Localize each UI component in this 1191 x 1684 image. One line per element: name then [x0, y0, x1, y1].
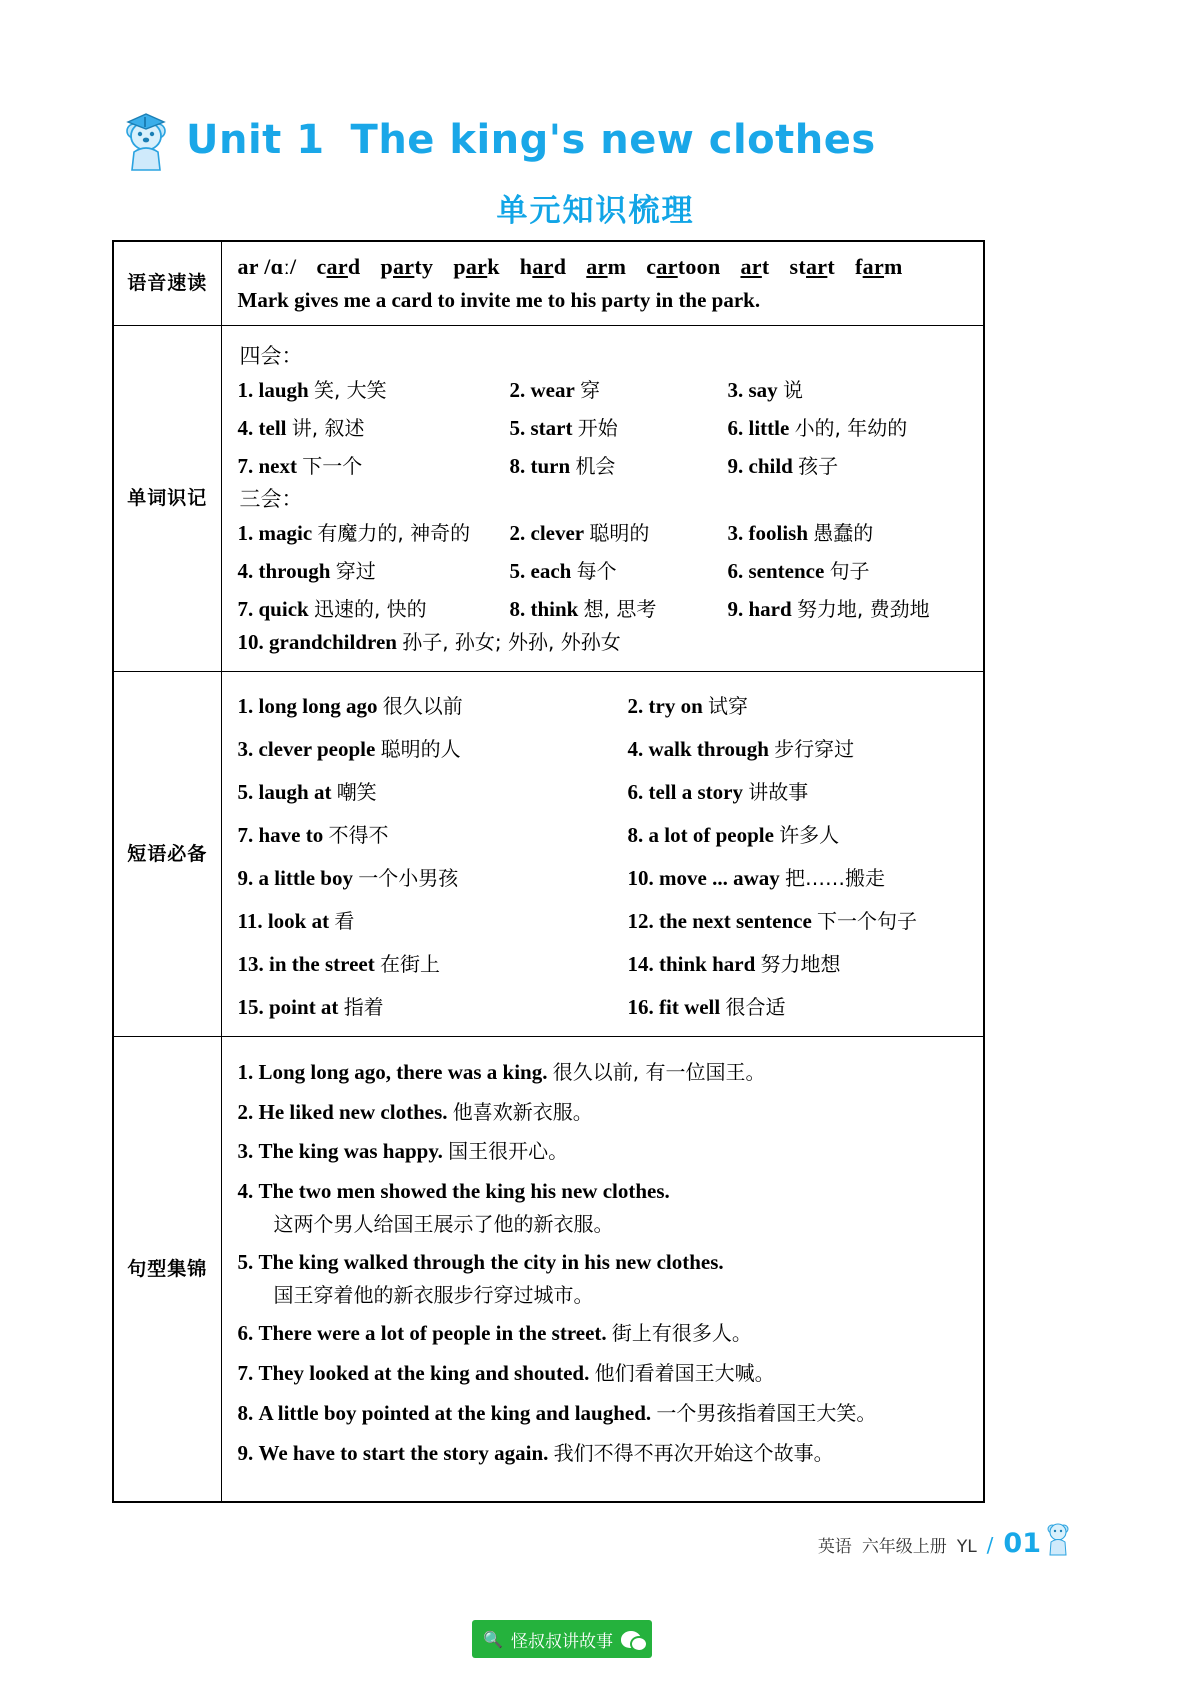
item-english: clever [530, 521, 585, 545]
item-english: hard [748, 597, 792, 621]
word-item [728, 450, 970, 479]
unit-number: Unit 1 [186, 117, 325, 163]
sentence-index: 2. [237, 1099, 254, 1124]
item-chinese: 努力地想 [760, 952, 841, 976]
word-group2-label: 三会： [239, 487, 303, 511]
item-english: laugh at [258, 780, 332, 804]
item-chinese: 聪明的 [589, 521, 650, 545]
item-english: have to [258, 823, 324, 847]
item-english: through [258, 559, 331, 583]
sentence-item [238, 1360, 970, 1388]
phrase-item [628, 905, 970, 934]
item-index: 5. [237, 780, 254, 804]
item-english: foolish [748, 521, 809, 545]
table-row-phrases [113, 672, 984, 1037]
item-chinese: 下一个句子 [817, 909, 918, 933]
item-english: think [530, 597, 579, 621]
phrase-item [238, 776, 628, 805]
item-index: 3. [237, 737, 254, 761]
phonics-pattern: ar /ɑː/ [237, 254, 297, 279]
item-english: start [530, 416, 573, 440]
footer-subject: 英语 [817, 1537, 852, 1557]
item-chinese: 有魔力的, 神奇的 [317, 521, 471, 545]
sentence-item [238, 1440, 970, 1468]
item-chinese: 很久以前 [382, 694, 463, 718]
knowledge-table [112, 240, 985, 1503]
item-english: walk through [648, 737, 769, 761]
phonics-word: card [316, 254, 361, 279]
item-english: tell a story [648, 780, 743, 804]
wechat-bar-label: 怪叔叔讲故事 [510, 1631, 613, 1652]
word-item [238, 626, 970, 655]
word-item [510, 555, 728, 584]
item-chinese: 小的, 年幼的 [794, 416, 908, 440]
sentence-item [238, 1320, 970, 1348]
item-english: sentence [748, 559, 825, 583]
phrase-item [628, 948, 970, 977]
word-item [238, 593, 510, 622]
phrase-item [238, 733, 628, 762]
item-chinese: 穿 [580, 378, 601, 402]
sentence-chinese: 很久以前, 有一位国王。 [552, 1060, 766, 1084]
phrase-item [238, 948, 628, 977]
item-chinese: 不得不 [328, 823, 389, 847]
item-index: 1. [237, 378, 254, 402]
item-english: turn [530, 454, 571, 478]
sentence-index: 7. [237, 1361, 254, 1386]
sentence-chinese: 他喜欢新衣服。 [452, 1099, 593, 1124]
item-chinese: 迅速的, 快的 [313, 597, 427, 621]
item-chinese: 一个小男孩 [358, 866, 459, 890]
item-index: 9. [237, 866, 254, 890]
footer-grade: 六年级上册 [861, 1537, 947, 1557]
phonics-word: hard [519, 254, 567, 279]
item-english: each [530, 559, 572, 583]
item-chinese: 把……搬走 [784, 866, 885, 890]
sentence-chinese: 他们看着国王大喊。 [594, 1361, 775, 1386]
sentence-chinese: 街上有很多人。 [611, 1321, 752, 1346]
phonics-word-line [238, 254, 970, 280]
word-item [238, 555, 510, 584]
item-chinese: 句子 [829, 559, 870, 583]
word-item [510, 374, 728, 403]
phrase-item [238, 862, 628, 891]
sentence-chinese: 国王很开心。 [448, 1139, 569, 1164]
sentence-english: The two men showed the king his new clothes. [258, 1179, 670, 1204]
footer-edition: YL [956, 1537, 977, 1557]
phonics-word: party [380, 254, 434, 279]
item-index: 9. [727, 454, 744, 478]
word-group2-list [238, 517, 970, 622]
sentence-list [238, 1049, 970, 1489]
unit-name: The king's new clothes [350, 117, 876, 163]
sentence-index: 9. [237, 1440, 254, 1465]
sentence-item [238, 1400, 970, 1428]
footer-slash: / [986, 1533, 994, 1557]
item-chinese: 看 [334, 909, 355, 933]
item-index: 8. [509, 454, 526, 478]
sentence-chinese: 国王穿着他的新衣服步行穿过城市。 [273, 1282, 594, 1307]
small-bear-icon [1043, 1520, 1073, 1560]
phrase-item [628, 733, 970, 762]
item-chinese: 机会 [575, 454, 616, 478]
item-chinese: 试穿 [708, 694, 748, 718]
phonics-word: farm [855, 254, 903, 279]
phrase-item [628, 776, 970, 805]
phonics-word: start [789, 254, 836, 279]
item-index: 4. [627, 737, 644, 761]
word-group1-label: 四会： [239, 344, 303, 368]
item-english: look at [267, 909, 330, 933]
sentence-english: He liked new clothes. [258, 1099, 448, 1124]
word-item [238, 374, 510, 403]
item-chinese: 每个 [576, 559, 617, 583]
sentence-english: They looked at the king and shouted. [258, 1361, 590, 1386]
word-item [728, 593, 970, 622]
sentence-index: 6. [237, 1321, 254, 1346]
item-chinese: 孩子 [798, 454, 839, 478]
item-index: 11. [237, 909, 263, 933]
item-index: 2. [509, 521, 526, 545]
item-chinese: 指着 [343, 995, 384, 1019]
sentence-item [238, 1099, 970, 1127]
item-index: 1. [237, 521, 254, 545]
item-english: laugh [258, 378, 309, 402]
sentence-chinese: 这两个男人给国王展示了他的新衣服。 [273, 1211, 614, 1236]
item-english: magic [258, 521, 313, 545]
sentence-english: The king walked through the city in his new clothes. [258, 1250, 724, 1275]
word-item [238, 412, 510, 441]
item-english: clever people [258, 737, 376, 761]
item-index: 7. [237, 597, 254, 621]
phrases-cell [222, 672, 984, 1036]
item-index: 9. [727, 597, 744, 621]
item-chinese: 讲, 叙述 [291, 416, 365, 440]
item-english: think hard [659, 952, 756, 976]
word-item [238, 450, 510, 479]
phrase-item [238, 819, 628, 848]
item-chinese: 笑, 大笑 [313, 378, 387, 402]
wechat-search-bar[interactable] [472, 1620, 652, 1658]
sentence-chinese: 我们不得不再次开始这个故事。 [553, 1440, 834, 1465]
item-english: quick [258, 597, 309, 621]
sentence-item [238, 1178, 970, 1237]
phrase-item [628, 690, 970, 719]
sentence-item [238, 1138, 970, 1166]
sub-title: 单元知识梳理 [496, 193, 695, 229]
phonics-word: cartoon [646, 254, 721, 279]
item-chinese: 努力地, 费劲地 [796, 597, 930, 621]
word-group2-last-list [238, 626, 970, 655]
item-chinese: 孙子, 孙女; 外孙, 外孙女 [402, 630, 621, 654]
sentence-index: 1. [237, 1060, 254, 1084]
item-english: a little boy [258, 866, 353, 890]
item-index: 8. [627, 823, 644, 847]
item-english: point at [269, 995, 339, 1019]
item-chinese: 说 [782, 378, 803, 402]
item-english: long long ago [258, 694, 378, 718]
item-index: 5. [509, 416, 526, 440]
item-english: say [748, 378, 778, 402]
item-index: 6. [727, 559, 744, 583]
item-chinese: 许多人 [779, 823, 840, 847]
item-english: the next sentence [659, 909, 812, 933]
sentence-english: Long long ago, there was a king. [258, 1060, 548, 1084]
item-chinese: 步行穿过 [774, 737, 855, 761]
item-index: 13. [237, 952, 264, 976]
item-chinese: 很合适 [725, 995, 786, 1019]
sentence-index: 3. [237, 1139, 254, 1164]
item-chinese: 讲故事 [748, 780, 809, 804]
item-english: grandchildren [269, 630, 397, 654]
word-item [238, 517, 510, 546]
sentence-english: The king was happy. [258, 1139, 443, 1164]
item-index: 7. [237, 454, 254, 478]
item-index: 2. [509, 378, 526, 402]
item-chinese: 开始 [577, 416, 618, 440]
table-row-sentences [113, 1037, 984, 1503]
row-label-sentences: 句型集锦 [113, 1037, 221, 1503]
word-item [510, 593, 728, 622]
row-label-words: 单词识记 [113, 326, 221, 672]
item-index: 8. [509, 597, 526, 621]
item-index: 3. [727, 521, 744, 545]
phonics-sentence: Mark gives me a card to invite me to his party in the park. [237, 288, 761, 312]
sentence-index: 4. [237, 1179, 254, 1204]
sentence-index: 8. [237, 1400, 254, 1425]
item-english: fit well [659, 995, 721, 1019]
phrase-item [238, 991, 628, 1020]
sentence-english: There were a lot of people in the street. [258, 1321, 607, 1346]
phrase-list [238, 684, 970, 1024]
sentence-item [238, 1059, 970, 1087]
item-index: 14. [627, 952, 654, 976]
word-item [728, 555, 970, 584]
item-english: tell [258, 416, 287, 440]
table-row-words [113, 326, 984, 672]
item-chinese: 愚蠢的 [813, 521, 874, 545]
item-chinese: 穿过 [335, 559, 376, 583]
item-english: move ... away [659, 866, 780, 890]
phonics-cell [222, 242, 984, 325]
phonics-word-list [316, 254, 922, 279]
item-chinese: 想, 思考 [583, 597, 657, 621]
row-label-phrases: 短语必备 [113, 672, 221, 1037]
item-index: 6. [727, 416, 744, 440]
word-group1-list [238, 374, 970, 479]
page-footer [818, 1528, 1041, 1559]
table-row-phonics [113, 241, 984, 326]
item-index: 10. [237, 630, 264, 654]
item-index: 6. [627, 780, 644, 804]
phonics-word: park [453, 254, 500, 279]
graduation-bear-icon [118, 108, 172, 172]
item-index: 7. [237, 823, 254, 847]
word-item [510, 412, 728, 441]
word-item [510, 517, 728, 546]
phrase-item [628, 819, 970, 848]
sentences-cell [222, 1037, 984, 1501]
item-index: 12. [627, 909, 654, 933]
word-item [728, 374, 970, 403]
item-index: 5. [509, 559, 526, 583]
phrase-item [238, 905, 628, 934]
wechat-icon [621, 1631, 641, 1648]
item-english: next [258, 454, 297, 478]
item-index: 4. [237, 416, 254, 440]
word-item [728, 517, 970, 546]
item-english: child [748, 454, 793, 478]
item-english: little [748, 416, 790, 440]
word-item [510, 450, 728, 479]
phrase-item [628, 862, 970, 891]
item-chinese: 嘲笑 [336, 780, 377, 804]
item-english: in the street [269, 952, 375, 976]
item-english: wear [530, 378, 575, 402]
unit-header [118, 108, 876, 172]
item-chinese: 聪明的人 [380, 737, 461, 761]
item-index: 2. [627, 694, 644, 718]
sentence-item [238, 1249, 970, 1308]
word-item [728, 412, 970, 441]
item-index: 16. [627, 995, 654, 1019]
words-cell [222, 326, 984, 671]
search-icon: 🔍 [483, 1629, 503, 1649]
item-chinese: 在街上 [380, 952, 440, 976]
item-chinese: 下一个 [302, 454, 363, 478]
phonics-word: arm [586, 254, 627, 279]
phrase-item [238, 690, 628, 719]
item-index: 3. [727, 378, 744, 402]
page-title [186, 117, 876, 163]
item-english: a lot of people [648, 823, 774, 847]
item-index: 4. [237, 559, 254, 583]
sentence-english: We have to start the story again. [258, 1440, 549, 1465]
sentence-chinese: 一个男孩指着国王大笑。 [656, 1400, 877, 1425]
phonics-word: art [740, 254, 770, 279]
item-english: try on [648, 694, 703, 718]
sentence-english: A little boy pointed at the king and laughed. [258, 1400, 652, 1425]
item-index: 15. [237, 995, 264, 1019]
page-number: 01 [1003, 1528, 1041, 1559]
item-index: 1. [237, 694, 254, 718]
item-index: 10. [627, 866, 654, 890]
sentence-index: 5. [237, 1250, 254, 1275]
row-label-phonics: 语音速读 [113, 241, 221, 326]
phrase-item [628, 991, 970, 1020]
